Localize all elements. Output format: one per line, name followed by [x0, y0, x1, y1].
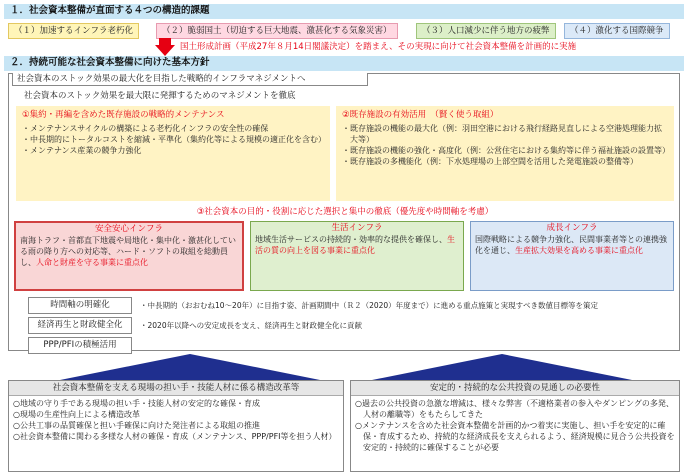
maintenance-panel — [16, 106, 330, 201]
section1-title: １．社会資本整備が直面する４つの構造的課題 — [10, 5, 210, 16]
effective-use-item: ・既存施設の機能の最大化（例：羽田空港における飛行経路見直しによる空港処理能力拡大等） — [342, 124, 662, 144]
infra-box-safety-emphasis: 人命と財産を守る事業に重点化 — [36, 258, 148, 267]
issue-chip-4-label: （４）激化する国際競争 — [570, 26, 664, 36]
bottom-left-item: ○社会資本整備に関わる多様な人材の確保・育成（メンテナンス、PPP/PFI等を担う人材） — [13, 432, 337, 441]
infra-box-safety — [14, 221, 244, 291]
section1-header — [4, 4, 684, 19]
row-label-timeline: 時間軸の明確化 — [28, 297, 132, 314]
row-label-ppp: PPP/PFIの積極活用 — [28, 337, 132, 354]
maintenance-list — [16, 123, 330, 156]
bottom-right-box — [350, 380, 680, 472]
down-arrow-icon — [155, 38, 175, 56]
bottom-left-title: 社会資本整備を支える現場の担い手・技能人材に係る構造改革等 — [9, 381, 343, 396]
issue-chip-1 — [8, 23, 139, 39]
maintenance-panel-title: ①集約・再編を含めた既存施設の戦略的メンテナンス — [22, 110, 225, 120]
infra-box-safety-title: 安全安心インフラ — [94, 224, 163, 234]
plan-note: 国土形成計画（平成27年８月14日閣議決定）を踏まえ、その実現に向けて社会資本整備を計画的に実施 — [180, 42, 577, 52]
up-arrow-right-icon — [372, 354, 632, 380]
bottom-left-item: ○公共工事の品質確保と担い手確保に向けた発注者による取組の推進 — [13, 421, 260, 430]
bottom-right-item: ○過去の公共投資の急激な増減は、様々な弊害（不適格業者の参入やダンピングの多発、人材の離職等）をもたらしてきた — [355, 399, 674, 419]
infra-box-life-title: 生活インフラ — [331, 223, 383, 233]
bottom-left-box — [8, 380, 344, 472]
effective-use-item: ・既存施設の機能の強化・高度化（例：公営住宅における集約等に伴う福祉施設の設置等） — [342, 146, 670, 155]
maintenance-item: ・メンテナンスサイクルの構築による老朽化インフラの安全性の確保 — [22, 124, 269, 133]
bottom-right-list — [351, 396, 679, 455]
infra-box-life-emphasis: 生活の質の向上を図る事業に重点化 — [255, 235, 455, 255]
issue-chip-3 — [416, 23, 556, 39]
maintenance-item: ・中長期的にトータルコストを縮減・平準化（集約化等による規模の適正化を含む） — [22, 135, 326, 144]
infra-box-growth — [470, 221, 674, 291]
issue-chip-2 — [156, 23, 398, 39]
issue-chip-1-label: （１）加速するインフラ老朽化 — [14, 26, 134, 36]
selection-title: ③社会資本の目的・役割に応じた選択と集中の徹底（優先度や時間軸を考慮） — [196, 207, 494, 217]
issue-chip-3-label: （３）人口減少に伴う地方の疲弊 — [422, 26, 550, 36]
strategy-tab: 社会資本のストック効果の最大化を目指した戦略的インフラマネジメントへ — [12, 73, 368, 86]
issue-chip-4 — [564, 23, 670, 39]
up-arrow-left-icon — [60, 354, 320, 380]
maintenance-item: ・メンテナンス産業の競争力強化 — [22, 146, 142, 155]
bottom-right-title: 安定的・持続的な公共投資の見通しの必要性 — [351, 381, 679, 396]
bottom-left-item: ○地域の守り手である現場の担い手・技能人材の安定的な確保・育成 — [13, 399, 260, 408]
row-label-economy: 経済再生と財政健全化 — [28, 317, 132, 334]
effective-use-list — [336, 123, 674, 167]
infra-box-life — [250, 221, 464, 291]
issue-chip-2-label: （２）脆弱国土（切迫する巨大地震、激甚化する気象災害） — [162, 26, 392, 36]
infra-box-growth-emphasis: 生産拡大効果を高める事業に重点化 — [515, 246, 643, 255]
section2-title: ２．持続可能な社会資本整備に向けた基本方針 — [10, 57, 210, 68]
effective-use-item: ・既存施設の多機能化（例：下水処理場の上部空間を活用した発電施設の整備等） — [342, 157, 638, 166]
bottom-left-list — [9, 396, 343, 444]
section2-header — [4, 56, 684, 71]
effective-use-panel-title: ②既存施設の有効活用 （賢く使う取組） — [342, 110, 499, 120]
infra-box-growth-body: 国際戦略による競争力強化、民間事業者等との連携強化を通じ、 — [475, 235, 667, 255]
bottom-left-item: ○現場の生産性向上による構造改革 — [13, 410, 140, 419]
infra-box-safety-body: 南海トラフ・首都直下地震や局地化・集中化・激甚化している雨の降り方への対応等、ハード・ソフトの取組を総動員し、 — [20, 236, 236, 267]
row-text-timeline: ・中長期的（おおむね10～20年）に目指す姿、計画期間中（Ｒ２（2020）年度まで）に進める重点施策と実現すべき数値目標等を策定 — [140, 301, 599, 310]
effective-use-panel — [336, 106, 674, 201]
bottom-right-item: ○メンテナンスを含めた社会資本整備を計画的かつ着実に実施し、担い手を安定的に確保・育成するため、持続的な経済成長を支えられるよう、経済規模に見合う公共投資を安定的・持続的に確保することが必要 — [355, 421, 675, 452]
infra-box-life-body: 地域生活サービスの持続的・効率的な提供を確保し、 — [255, 235, 447, 244]
row-text-economy: ・2020年以降への安定成長を支え、経済再生と財政健全化に貢献 — [140, 321, 363, 330]
infra-box-growth-title: 成長インフラ — [546, 223, 598, 233]
strategy-lead: 社会資本のストック効果を最大限に発揮するためのマネジメントを徹底 — [24, 91, 296, 101]
